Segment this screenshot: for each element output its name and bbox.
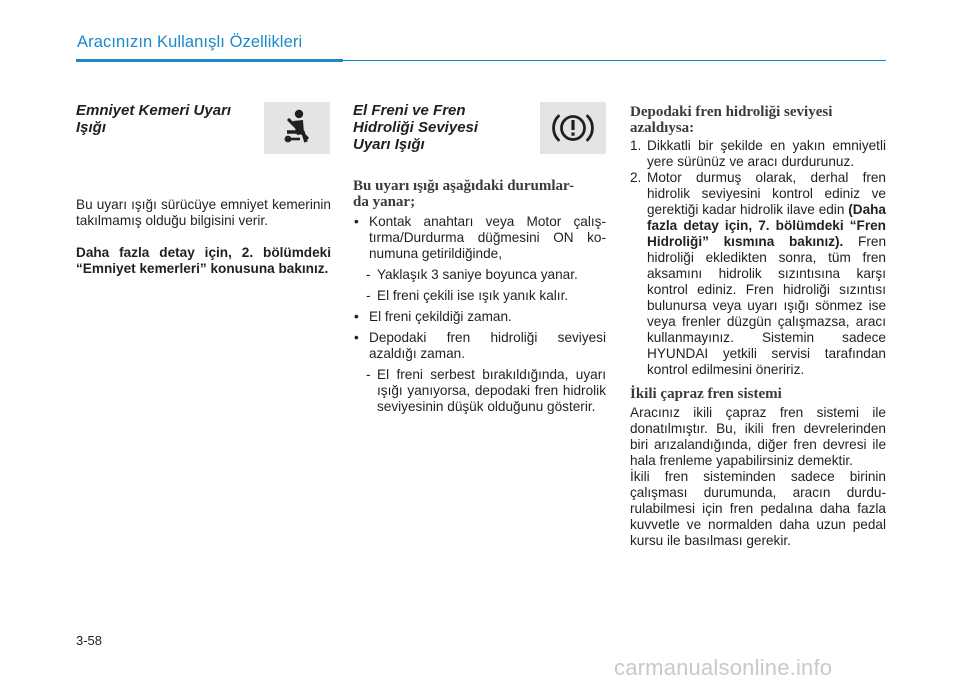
list-item: • El freni çekildiği zaman. — [353, 309, 606, 325]
item-text: Motor durmuş olarak, derhal fren hidrolik seviyesini kontrol ediniz ve gerektiği kadar hidrolik ilave edin — [647, 170, 886, 217]
seat-belt-paragraph: Bu uyarı ışığı sürücüye emniyet kemerinin takılmamış olduğu bilgisini verir. — [76, 197, 331, 228]
column-brake-warning — [353, 102, 606, 415]
section-header-title: Aracınızın Kullanışlı Özellikleri — [77, 33, 303, 51]
item-number: 1. — [630, 138, 642, 153]
watermark: carmanualsonline.info — [614, 655, 833, 680]
list-subitem: - El freni serbest bırakıldığında, uyarı ışığı yanıyorsa, depodaki fren hidrolik seviyesinin düşük olduğunu gösterir. — [366, 367, 606, 414]
column-brake-fluid — [630, 104, 886, 549]
heading-line: Hidroliği Seviyesi — [353, 119, 479, 136]
list-subitem-text: El freni serbest bırakıldığında, uyarı ışığı yanıyorsa, depodaki fren hidrolik seviyesinin düşük olduğunu gösterir. — [377, 367, 606, 414]
heading-line: Emniyet Kemeri Uyarı — [76, 102, 232, 119]
heading-line: El Freni ve Fren — [353, 102, 466, 119]
list-item: • Kontak anahtarı veya Motor çalıştırma/Durdurma düğmesini ON konumuna getirildiğinde, — [353, 214, 606, 262]
numbered-item — [630, 138, 886, 170]
heading-line: Uyarı Işığı — [353, 136, 425, 153]
item-bold-text: (Daha fazla detay için, 7. bölümdeki “Fren Hidroliği” kısmına bakınız). — [647, 202, 886, 249]
list-subitem-text: El freni çekili ise ışık yanık kalır. — [377, 288, 569, 303]
subheading-line: Bu uyarı ışığı aşağıdaki durumlar- — [353, 178, 575, 194]
seat-belt-reference: Daha fazla detay için, 2. bölümdeki “Emniyet kemerleri” konusuna bakınız. — [76, 245, 331, 276]
brake-warning-icon — [540, 102, 606, 154]
list-subitem-text: Yaklaşık 3 saniye boyunca yanar. — [377, 267, 578, 282]
page-number: 3-58 — [76, 633, 103, 648]
heading-line: Depodaki fren hidroliği seviyesi — [630, 104, 833, 120]
item-number: 2. — [630, 170, 642, 185]
numbered-item — [630, 170, 886, 378]
subheading-line: da yanar; — [353, 194, 416, 210]
list-subitem: - Yaklaşık 3 saniye boyunca yanar. — [366, 267, 578, 282]
brake-heading — [353, 102, 513, 153]
fluid-low-heading — [630, 104, 886, 136]
dual-brake-paragraph: İkili fren sisteminden sadece birinin çalışması durumunda, aracın durdurulabilmesi için fren pedalına daha fazla kuvvetle ve normalden daha uzun pedal kursu ile basılması gerekir. — [630, 469, 886, 548]
heading-line: azaldıysa: — [630, 120, 695, 136]
item-text: Dikkatli bir şekilde en yakın emniyetli yere sürünüz ve aracı durdurunuz. — [647, 138, 886, 169]
dual-brake-heading: İkili çapraz fren sistemi — [630, 386, 782, 402]
dual-brake-paragraph: Aracınız ikili çapraz fren sistemi ile donatılmıştır. Bu, ikili fren devrelerinden biri arızalandığında, diğer fren devresi ile hala frenleme yapabilirsiniz demektir. — [630, 405, 886, 468]
column-seat-belt — [76, 102, 331, 277]
list-subitem: - El freni çekili ise ışık yanık kalır. — [366, 288, 569, 303]
seat-belt-warning-icon — [264, 102, 330, 154]
list-item: • Depodaki fren hidroliği seviyesi azaldığı zaman. — [353, 330, 606, 362]
item-text: Fren hidroliği ekledikten sonra, tüm fren aksamını hidrolik sızıntısına karşı kontrol ediniz. Fren hidroliği sızıntısı bulunursa veya uyarı ışığı sönmez ise veya frenler düzgün çalışmazsa, aracı kullanmayınız. Sistemin sadece HYUNDAI yetkili servisi tarafından kontrol edilmesini öneririz. — [647, 234, 886, 377]
header-rule-thin — [343, 60, 886, 61]
header-rule-thick — [76, 59, 343, 62]
seat-belt-heading — [76, 102, 236, 136]
heading-line: Işığı — [76, 119, 107, 136]
brake-subheading — [353, 178, 606, 210]
